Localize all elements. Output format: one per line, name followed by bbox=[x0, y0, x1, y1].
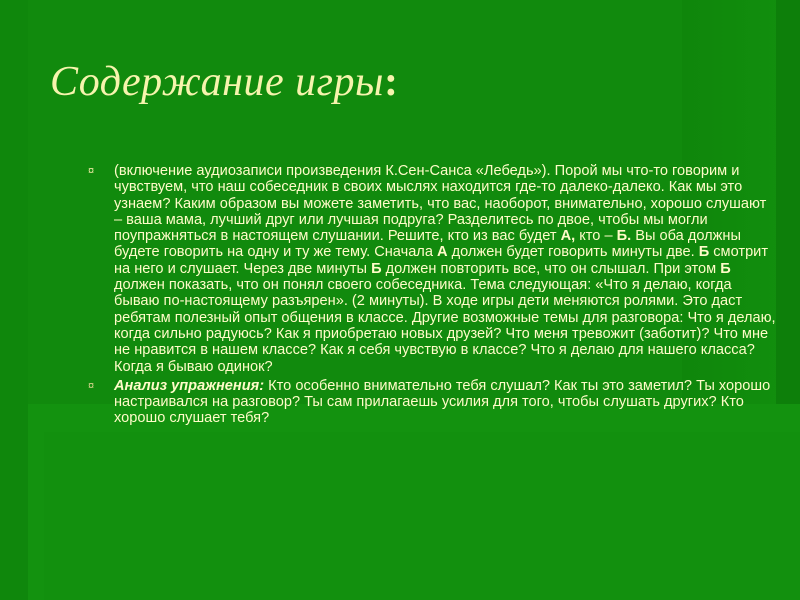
slide-title-text: Содержание игры bbox=[50, 59, 384, 105]
role-a-label: А, bbox=[560, 228, 576, 245]
bullet-item-exercise-analysis bbox=[88, 378, 778, 427]
slide-content bbox=[88, 163, 778, 430]
role-b-label: Б. bbox=[616, 228, 632, 245]
role-a-label: А bbox=[437, 244, 448, 261]
exercise-analysis-label: Анализ упражнения: bbox=[114, 377, 265, 394]
role-b-label: Б bbox=[698, 244, 710, 261]
bullet-icon: ¤ bbox=[88, 165, 95, 177]
bullet-item-game-description bbox=[88, 163, 778, 375]
decor-band-bottom-inner bbox=[44, 432, 800, 600]
exercise-analysis-text: Анализ упражнения: Кто особенно внимательно тебя слушал? Как ты это заметил? Ты хорошо настраивался на разговор? Ты сам прилагаешь усилия для того, чтобы слушать других? Кто хорошо слушает тебя? bbox=[114, 377, 771, 427]
slide-title bbox=[50, 58, 398, 106]
role-b-label: Б bbox=[371, 260, 382, 277]
bullet-icon: ¤ bbox=[88, 379, 95, 392]
role-b-label: Б bbox=[720, 260, 731, 277]
decor-band-left bbox=[0, 0, 28, 600]
slide-title-colon: : bbox=[383, 59, 399, 105]
game-description-text: (включение аудиозаписи произведения К.Сен-Санса «Лебедь»). Порой мы что-то говорим и чувствуем, что наш собеседник в своих мыслях находится где-то далеко-далеко. Как мы это узнаем? Каким образом вы можете заметить, что вас, наоборот, внимательно, хорошо слушают – ваша мама, лучший друг или лучшая подруга? Разделитесь по двое, чтобы мы могли поупражняться в настоящем слушании. Решите, кто из вас будет А, кто – Б. Вы оба должны будете говорить на одну и ту же тему. Сначала А должен будет говорить минуты две. Б смотрит на него и слушает. Через две минуты Б должен повторить все, что он слышал. При этом Б должен показать, что он понял своего собеседника. Тема следующая: «Что я делаю, когда бываю по-настоящему разъярен». (2 минуты). В ходе игры дети меняются ролями. Это даст ребятам полезный опыт общения в классе. Другие возможные темы для разговора: Что я делаю, когда сильно радуюсь? Как я приобретаю новых друзей? Что меня тревожит (заботит)? Что мне не нравится в нашем классе? Как я себя чувствую в классе? Что я делаю для нашего класса? Когда я бываю одинок? bbox=[114, 163, 776, 375]
